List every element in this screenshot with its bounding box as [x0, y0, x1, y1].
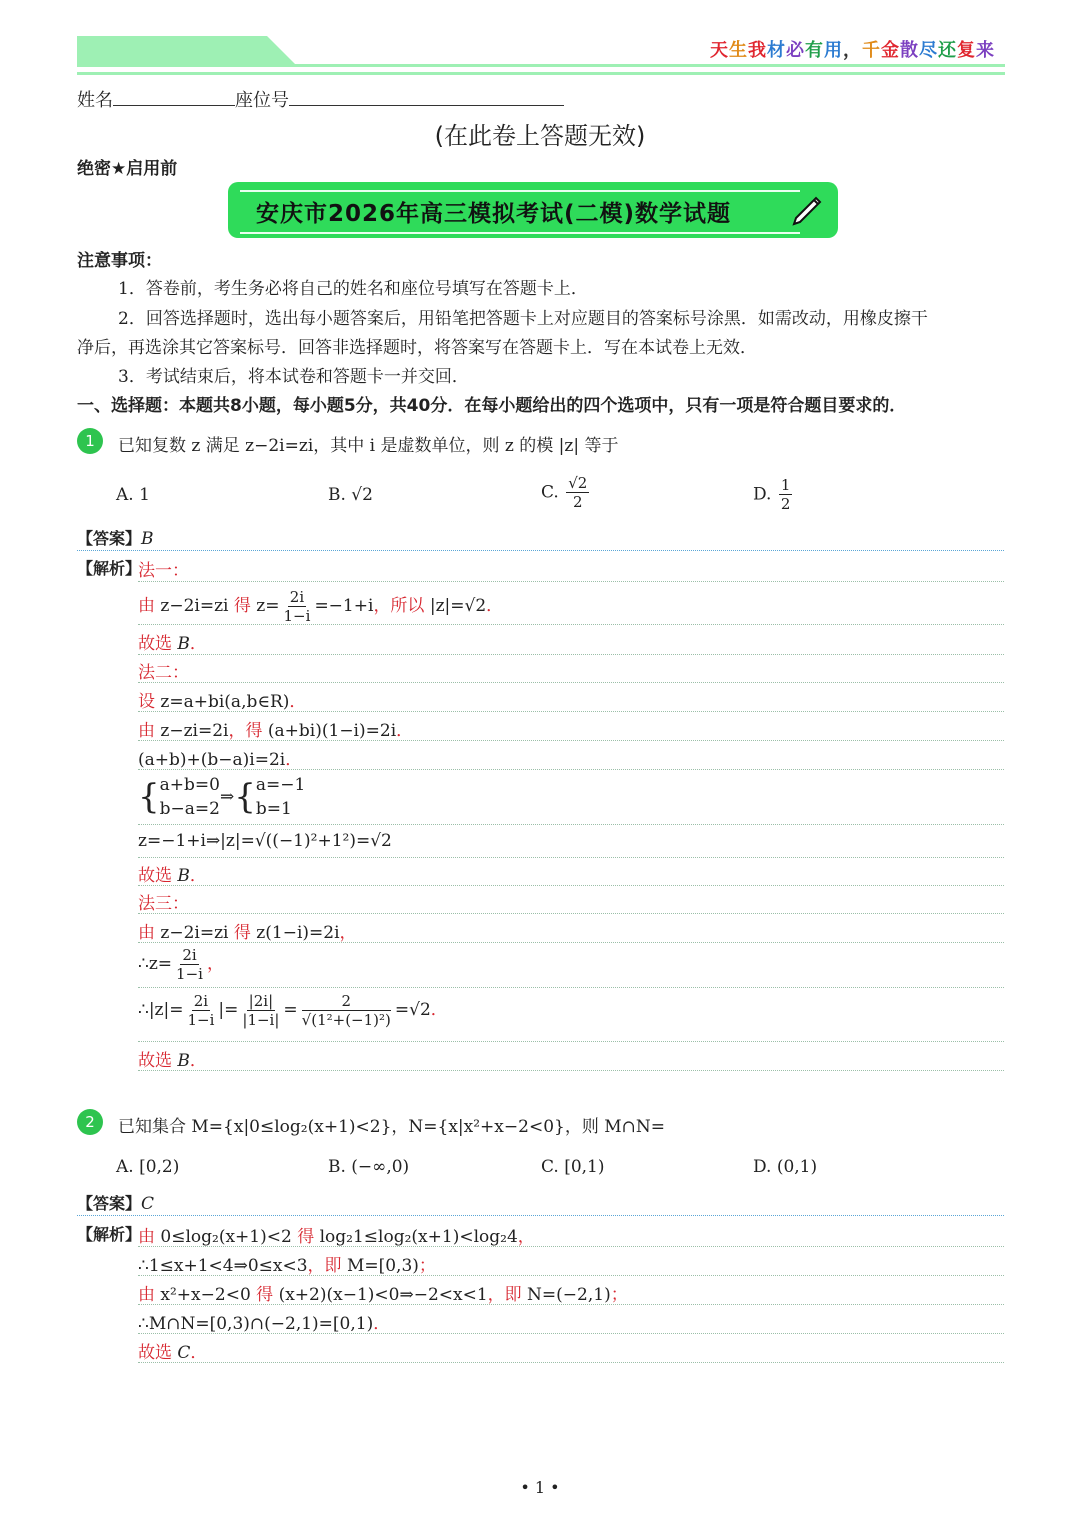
- q1-stem: 已知复数 z 满足 z−2i=zi，其中 i 是虚数单位，则 z 的模 |z| 等于: [118, 436, 619, 456]
- slogan-char: 还: [938, 40, 957, 61]
- q2-line1: 由 0≤log₂(x+1)<2 得 log₂1≤log₂(x+1)<log₂4，: [138, 1227, 535, 1247]
- pencil-icon: [788, 188, 828, 228]
- q2-stem: 已知集合 M={x|0≤log₂(x+1)<2}，N={x|x²+x−2<0}，则 M∩N=: [118, 1117, 665, 1137]
- q1-option-c[interactable]: [541, 474, 591, 511]
- divider: [138, 942, 1004, 943]
- q1-m2-line2: 由 z−zi=2i，得 (a+bi)(1−i)=2i．: [138, 721, 414, 741]
- question-number-1: 1: [77, 428, 103, 454]
- divider: [138, 1304, 1004, 1305]
- divider: [77, 1215, 1004, 1216]
- q1-answer-value: B: [141, 529, 154, 549]
- divider: [138, 624, 1004, 625]
- q2-line2: ∴1≤x+1<4⇒0≤x<3，即 M=[0,3)；: [138, 1256, 436, 1276]
- q1-answer-label: 【答案】: [77, 529, 142, 548]
- q2-analysis-label: 【解析】: [77, 1225, 142, 1244]
- q1-m2-line3: (a+b)+(b−a)i=2i．: [138, 750, 303, 770]
- q1-m2-line1: 设 z=a+bi(a,b∈R)．: [138, 692, 307, 712]
- q2-option-b[interactable]: B. (−∞,0): [328, 1157, 410, 1177]
- q2-choose: 故选 C．: [138, 1343, 208, 1363]
- slogan-char: 来: [976, 40, 995, 61]
- q1-m3-line1: 由 z−2i=zi 得 z(1−i)=2i，: [138, 923, 357, 943]
- q2-line3: 由 x²+x−2<0 得 (x+2)(x−1)<0⇒−2<x<1，即 N=(−2,1)；: [138, 1285, 628, 1305]
- slogan-char: 有: [805, 40, 824, 61]
- slogan-char: 用: [824, 40, 843, 61]
- divider: [138, 654, 1004, 655]
- divider: [138, 711, 1004, 712]
- slogan-char: 复: [957, 40, 976, 61]
- slogan-char: 必: [786, 40, 805, 61]
- slogan-char: 材: [767, 40, 786, 61]
- divider: [138, 581, 1004, 582]
- divider: [77, 550, 1004, 551]
- instruction-2: 2．回答选择题时，选出每小题答案后，用铅笔把答题卡上对应题目的答案标号涂黑．如需改动，用橡皮擦干: [118, 309, 928, 329]
- q1-m2-choose: 故选 B．: [138, 866, 207, 886]
- q1-option-c-label: C.: [541, 482, 559, 503]
- q1-m1-choose: 故选 B．: [138, 634, 207, 654]
- divider: [138, 987, 1004, 988]
- instruction-1: 1．答卷前，考生务必将自己的姓名和座位号填写在答题卡上．: [118, 279, 588, 299]
- slogan-char: 天: [710, 40, 729, 61]
- instruction-3: 3．考试结束后，将本试卷和答题卡一并交回．: [118, 367, 469, 387]
- q2-answer-value: C: [141, 1194, 155, 1214]
- q1-option-a[interactable]: A. 1: [116, 485, 150, 505]
- q1-option-d-label: D.: [753, 484, 772, 505]
- q1-answer: [77, 526, 154, 549]
- slogan-char: 我: [748, 40, 767, 61]
- name-field: [77, 86, 564, 112]
- q2-answer-label: 【答案】: [77, 1194, 142, 1213]
- q1-method-2: 法二：: [138, 663, 189, 683]
- seat-label: 座位号: [235, 90, 289, 111]
- slogan-char: 尽: [919, 40, 938, 61]
- q2-line4: ∴M∩N=[0,3)∩(−2,1)=[0,1)．: [138, 1314, 391, 1334]
- q1-option-d-num: 1: [780, 476, 791, 494]
- slogan-char: ，: [843, 40, 862, 61]
- q1-method-1: 法一：: [138, 561, 189, 581]
- q2-option-a[interactable]: A. [0,2): [116, 1157, 180, 1177]
- q1-option-d[interactable]: [753, 476, 794, 513]
- q1-option-c-num: √2: [568, 474, 588, 492]
- name-blank[interactable]: [113, 105, 235, 106]
- q1-option-b[interactable]: B. √2: [328, 485, 373, 505]
- q2-answer: [77, 1191, 154, 1214]
- divider: [138, 1333, 1004, 1334]
- q1-m3-line2: ∴z= $\frac{2i}{1-i}$ ，: [138, 946, 224, 983]
- q1-m1-line1: 由 z−2i=zi 得 z= $\frac{2i}{1-i}$ =−1+i，所以 |z|=√2．: [138, 588, 504, 625]
- q2-option-d[interactable]: D. (0,1): [753, 1157, 818, 1177]
- divider: [138, 1362, 1004, 1363]
- slogan-char: 散: [900, 40, 919, 61]
- header-slogan: [710, 36, 995, 62]
- divider: [138, 1275, 1004, 1276]
- q1-option-d-den: 2: [780, 495, 791, 513]
- q1-analysis-label: 【解析】: [77, 559, 142, 578]
- secret-mark: 绝密★启用前: [77, 159, 178, 179]
- q1-method-3: 法三：: [138, 894, 189, 914]
- instruction-2-cont: 净后，再选涂其它答案标号．回答非选择题时，将答案写在答题卡上．写在本试卷上无效．: [77, 338, 757, 358]
- divider: [138, 885, 1004, 886]
- slogan-char: 生: [729, 40, 748, 61]
- slogan-char: 千: [862, 40, 881, 61]
- section-heading: 一、选择题：本题共8小题，每小题5分，共40分．在每小题给出的四个选项中，只有一项是符合题目要求的．: [77, 396, 907, 416]
- q2-option-c[interactable]: C. [0,1): [541, 1157, 605, 1177]
- page-number: • 1 •: [520, 1478, 560, 1497]
- question-number-2: 2: [77, 1109, 103, 1135]
- q1-m3-choose: 故选 B．: [138, 1051, 207, 1071]
- slogan-char: 金: [881, 40, 900, 61]
- divider: [138, 740, 1004, 741]
- name-label: 姓名: [77, 90, 113, 111]
- divider: [138, 824, 1004, 825]
- q1-m2-line5: z=−1+i⇒|z|=√((−1)²+1²)=√2: [138, 831, 392, 851]
- q1-m3-line3: ∴|z|= $\frac{2i}{1-i}$ |= $\frac{|2i|}{|1-i|}$ = $\frac{2}{\text{√(1²+(−1)²)}}$ =√2．: [138, 992, 448, 1029]
- instructions-heading: 注意事项：: [77, 251, 162, 271]
- exam-title: 安庆市2026年高三模拟考试(二模)数学试题: [256, 201, 732, 227]
- divider: [138, 913, 1004, 914]
- divider: [138, 769, 1004, 770]
- divider: [138, 857, 1004, 858]
- invalid-notice: (在此卷上答题无效): [434, 122, 646, 150]
- seat-blank[interactable]: [289, 105, 564, 106]
- exam-title-banner: [228, 182, 838, 238]
- q1-option-c-den: 2: [573, 493, 583, 511]
- q1-m2-system: { a+b=0 b−a=2 ⇒{ a=−1 b=1: [138, 775, 306, 819]
- divider: [138, 1246, 1004, 1247]
- divider: [138, 1041, 1004, 1042]
- divider: [138, 682, 1004, 683]
- divider: [138, 1070, 1004, 1071]
